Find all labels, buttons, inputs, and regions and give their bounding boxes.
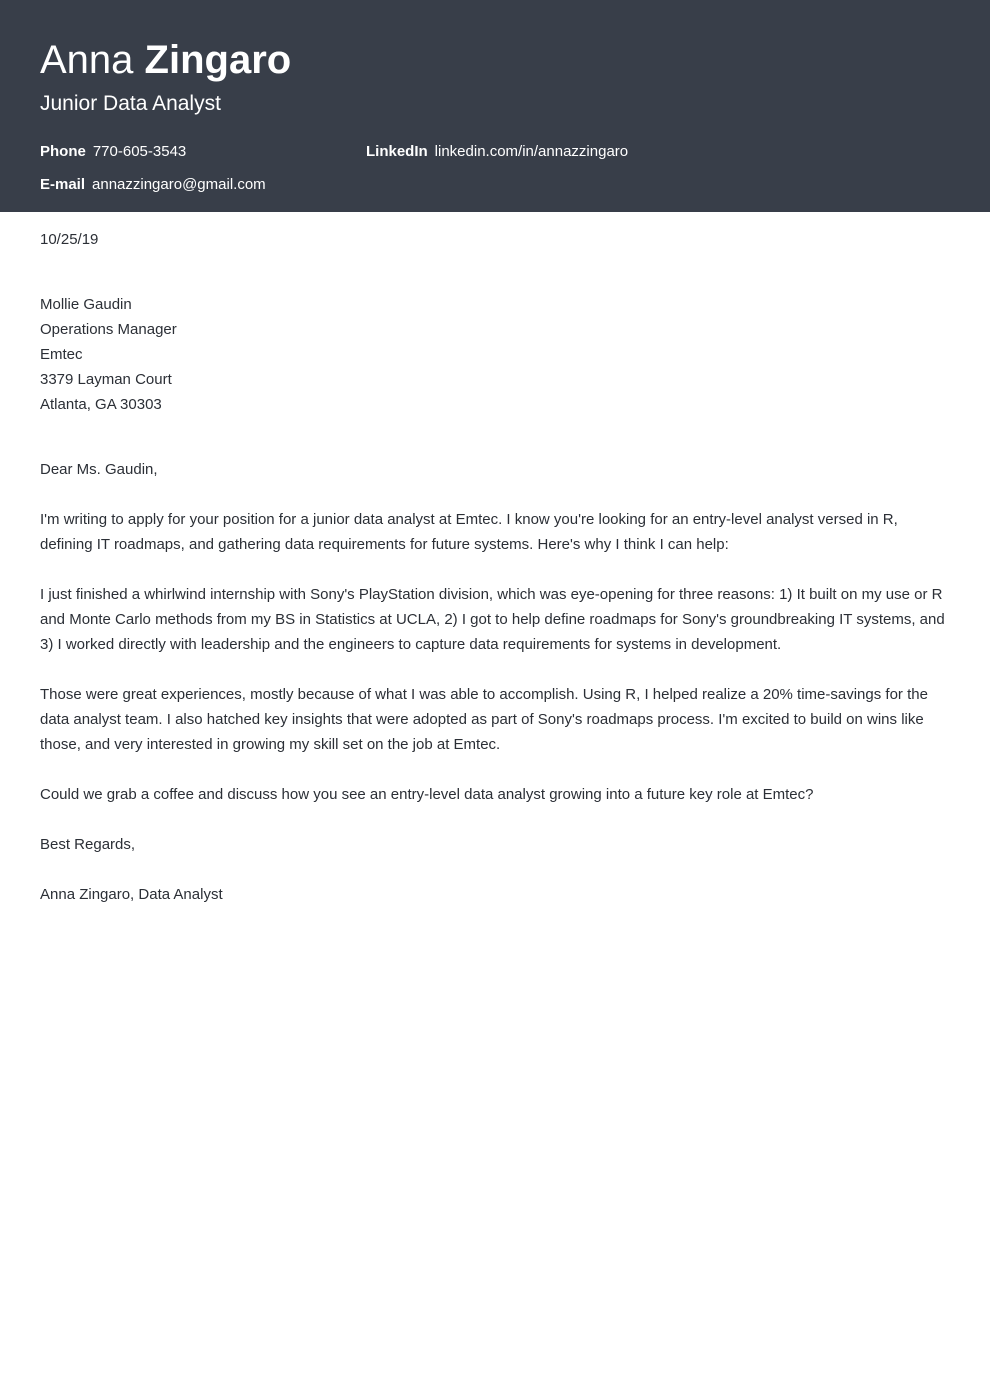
applicant-name [40, 36, 291, 84]
paragraph: Those were great experiences, mostly because of what I was able to accomplish. Using R, I helped realize a 20% time-savings for the data analyst team. I also hatched key insights that were adopted as part of Sony's roadmaps process. I'm excited to build on wins like those, and very interested in growing my skill set on the job at Emtec. [40, 686, 928, 753]
paragraph: I just finished a whirlwind internship with Sony's PlayStation division, which was eye-opening for three reasons: 1) It built on my use or R and Monte Carlo methods from my BS in Statistics at UCLA, 2) I got to help define roadmaps for Sony's groundbreaking IT systems, and 3) I worked directly with leadership and the engineers to capture data requirements for systems in development. [40, 586, 945, 653]
paragraph: Could we grab a coffee and discuss how you see an entry-level data analyst growing into a future key role at Emtec? [40, 786, 814, 803]
linkedin-label: LinkedIn [366, 143, 428, 160]
salutation: Dear Ms. Gaudin, [40, 461, 158, 478]
contact-linkedin [366, 142, 628, 162]
recipient-title: Operations Manager [40, 321, 177, 338]
contact-email [40, 175, 266, 195]
recipient-company: Emtec [40, 346, 83, 363]
letter-body [40, 212, 950, 907]
phone-value[interactable]: 770-605-3543 [92, 143, 187, 160]
email-label: E-mail [40, 176, 86, 193]
contact-phone [40, 142, 186, 162]
linkedin-value[interactable]: linkedin.com/in/annazzingaro [434, 143, 629, 160]
signature: Anna Zingaro, Data Analyst [40, 886, 223, 903]
closing: Best Regards, [40, 836, 136, 853]
recipient-name: Mollie Gaudin [40, 296, 132, 313]
first-name: Anna [40, 38, 134, 82]
last-name: Zingaro [144, 38, 292, 82]
recipient-block [40, 292, 950, 417]
email-value[interactable]: annazzingaro@gmail.com [92, 176, 266, 193]
recipient-street: 3379 Layman Court [40, 371, 172, 388]
recipient-city: Atlanta, GA 30303 [40, 396, 162, 413]
letter-header [0, 0, 990, 212]
job-title: Junior Data Analyst [40, 92, 221, 115]
phone-label: Phone [40, 143, 86, 160]
paragraph: I'm writing to apply for your position for a junior data analyst at Emtec. I know you're looking for an entry-level analyst versed in R, defining IT roadmaps, and gathering data requirements for future systems. Here's why I think I can help: [40, 511, 898, 553]
letter-date: 10/25/19 [40, 231, 99, 248]
